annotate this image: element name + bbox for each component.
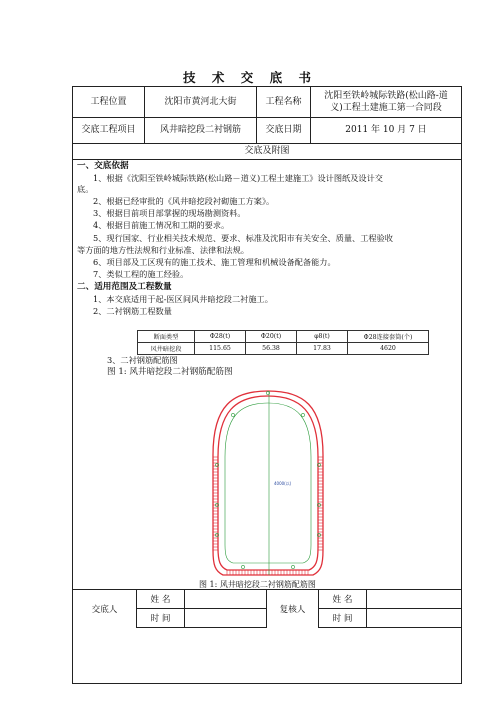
- discloser-time-label: 时 间: [137, 609, 185, 628]
- basis-item-1: 1、根据《沈阳至铁岭城际铁路(松山路－道义)工程土建施工》设计图纸及设计交: [93, 173, 383, 183]
- rebar-marker: [231, 413, 234, 416]
- rebar-outer-ring: [213, 391, 323, 575]
- table-cell: 17.83: [297, 343, 348, 355]
- figure-caption: 图 1: 风井暗挖段二衬钢筋配筋图: [199, 580, 316, 589]
- project-name-label: 工程名称: [257, 87, 311, 117]
- item-label: 交底工程项目: [73, 117, 145, 143]
- table-header-cell: 断面类型: [138, 331, 195, 343]
- basis-heading: 一、交底依据: [77, 161, 129, 171]
- header-row-item: [73, 117, 461, 144]
- reviewer-name-field[interactable]: [367, 590, 461, 609]
- scope-item-1: 1、本交底适用于起-医区间风井暗挖段二衬施工。: [93, 294, 273, 304]
- scope-item-2: 2、二衬钢筋工程数量: [93, 306, 172, 316]
- table-header-row: [138, 331, 429, 343]
- rebar-ticks: [213, 457, 323, 575]
- project-name-line2: 义)工程土建施工第一合同段: [330, 103, 442, 113]
- rebar-marker: [241, 565, 244, 568]
- disclosure-form: [72, 86, 462, 684]
- rebar-marker: [301, 413, 304, 416]
- table-cell: 风井暗挖段: [138, 343, 195, 355]
- reviewer-time-field[interactable]: [367, 609, 461, 628]
- basis-item-4: 4、根据目前施工情况和工期的要求。: [93, 220, 230, 230]
- basis-item-2: 2、根据已经审批的《风井暗挖段衬砌施工方案》。: [93, 196, 275, 206]
- figure-title: 图 1: 风井暗挖段二衬钢筋配筋图: [107, 367, 233, 377]
- table-cell: 115.65: [195, 343, 246, 355]
- discloser-name-label: 姓 名: [137, 590, 185, 609]
- project-name-value: [311, 87, 461, 117]
- rebar-drawing: [203, 385, 333, 585]
- project-location-label: 工程位置: [73, 87, 145, 117]
- discloser-label: 交底人: [73, 590, 137, 628]
- scope-item-3: 3、二衬钢筋配筋图: [107, 355, 178, 365]
- rebar-inner-lines: [225, 391, 311, 575]
- project-name-line1: 沈阳至铁岭城际铁路(松山路-道: [324, 91, 448, 101]
- document-title: 技 术 交 底 书: [183, 70, 317, 85]
- table-header-cell: Φ20(t): [246, 331, 297, 343]
- basis-item-5b: 等方面的地方性法规和行业标准、法律和法规。: [77, 245, 249, 255]
- item-value: 风井暗挖段二衬钢筋: [145, 117, 257, 143]
- signature-block: [73, 589, 461, 686]
- header-row-section: [73, 143, 461, 160]
- date-label: 交底日期: [257, 117, 311, 143]
- table-row: [138, 343, 429, 355]
- figure-dimension: 4000(以): [274, 481, 292, 486]
- table-cell: 4620: [348, 343, 429, 355]
- basis-item-3: 3、根据目前项目部掌握的现场勘测资料。: [93, 208, 246, 218]
- reviewer-time-label: 时 间: [319, 609, 367, 628]
- table-header-cell: Φ28(t): [195, 331, 246, 343]
- header-row-location: [73, 87, 461, 118]
- basis-item-6: 6、项目部及工区现有的施工技术、施工管理和机械设备配备能力。: [93, 257, 336, 267]
- rebar-quantity-table: [137, 330, 429, 355]
- table-cell: 56.38: [246, 343, 297, 355]
- project-location-value: 沈阳市黄河北大街: [145, 87, 257, 117]
- rebar-markers: [215, 391, 320, 568]
- scope-heading: 二、适用范围及工程数量: [77, 282, 172, 292]
- section-header: 交底及附图: [244, 146, 290, 156]
- table-header-cell: Φ28连接套筒(个): [348, 331, 429, 343]
- basis-item-5: 5、现行国家、行业相关技术规范、要求、标准及沈阳市有关安全、质量、工程验收: [93, 233, 393, 243]
- rebar-marker: [291, 565, 294, 568]
- basis-item-7: 7、类似工程的施工经验。: [93, 269, 189, 279]
- date-value: 2011 年 10 月 7 日: [345, 125, 427, 135]
- reviewer-label: 复核人: [267, 590, 319, 628]
- basis-item-1b: 底。: [77, 184, 94, 194]
- reviewer-name-label: 姓 名: [319, 590, 367, 609]
- table-header-cell: φ8(t): [297, 331, 348, 343]
- discloser-time-field[interactable]: [185, 609, 267, 628]
- discloser-name-field[interactable]: [185, 590, 267, 609]
